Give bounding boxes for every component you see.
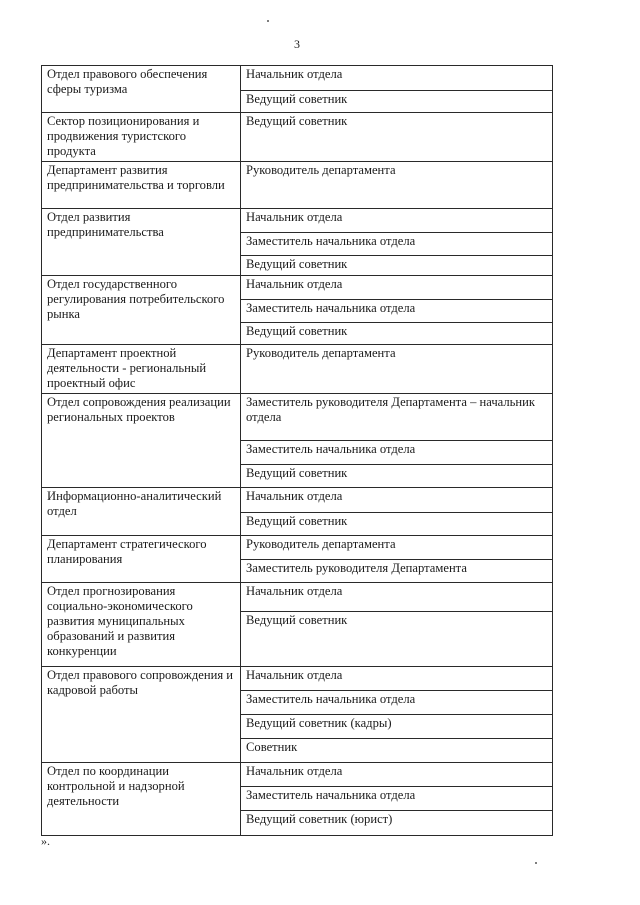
unit-name-cell: Отдел по координации контрольной и надзорной деятельности [42,763,241,836]
position-cell: Ведущий советник [241,91,553,113]
table-row [42,66,553,91]
position-cell: Заместитель начальника отдела [241,691,553,715]
position-cell: Ведущий советник [241,513,553,536]
closing-quote-mark: ». [41,834,50,848]
table-row [42,763,553,787]
unit-name-cell: Информационно-аналитический отдел [42,488,241,536]
table-row [42,276,553,300]
unit-name-cell: Отдел сопровождения реализации региональных проектов [42,394,241,488]
position-cell: Ведущий советник [241,113,553,162]
page-number: 3 [294,37,300,51]
position-cell: Ведущий советник (юрист) [241,811,553,836]
unit-name-cell: Отдел правового сопровождения и кадровой работы [42,667,241,763]
unit-name-cell: Отдел прогнозирования социально-экономического развития муниципальных образований и развития конкуренции [42,583,241,667]
table-row [42,113,553,162]
position-cell: Руководитель департамента [241,536,553,560]
table-row [42,345,553,394]
scan-speck [267,20,269,22]
unit-name-cell: Департамент развития предпринимательства и торговли [42,162,241,209]
position-cell: Ведущий советник [241,465,553,488]
unit-name-cell: Отдел правового обеспечения сферы туризма [42,66,241,113]
position-cell: Начальник отдела [241,209,553,233]
staffing-table-body [42,66,553,836]
unit-name-cell: Отдел государственного регулирования потребительского рынка [42,276,241,345]
table-row [42,209,553,233]
position-cell: Ведущий советник [241,612,553,667]
position-cell: Ведущий советник (кадры) [241,715,553,739]
unit-name-cell: Департамент стратегического планирования [42,536,241,583]
position-cell: Ведущий советник [241,323,553,345]
position-cell: Начальник отдела [241,276,553,300]
position-cell: Заместитель начальника отдела [241,441,553,465]
position-cell: Заместитель начальника отдела [241,233,553,256]
position-cell: Заместитель начальника отдела [241,300,553,323]
position-cell: Руководитель департамента [241,162,553,209]
table-row [42,394,553,441]
unit-name-cell: Отдел развития предпринимательства [42,209,241,276]
position-cell: Заместитель начальника отдела [241,787,553,811]
position-cell: Начальник отдела [241,763,553,787]
position-cell: Начальник отдела [241,583,553,612]
table-row [42,667,553,691]
position-cell: Руководитель департамента [241,345,553,394]
position-cell: Заместитель руководителя Департамента [241,560,553,583]
position-cell: Заместитель руководителя Департамента – начальник отдела [241,394,553,441]
position-cell: Начальник отдела [241,667,553,691]
position-cell: Советник [241,739,553,763]
scan-speck [535,862,537,864]
position-cell: Начальник отдела [241,488,553,513]
table-row [42,162,553,209]
unit-name-cell: Департамент проектной деятельности - региональный проектный офис [42,345,241,394]
staffing-table [41,65,553,836]
table-row [42,583,553,612]
table-row [42,536,553,560]
unit-name-cell: Сектор позиционирования и продвижения туристского продукта [42,113,241,162]
position-cell: Начальник отдела [241,66,553,91]
table-row [42,488,553,513]
position-cell: Ведущий советник [241,256,553,276]
